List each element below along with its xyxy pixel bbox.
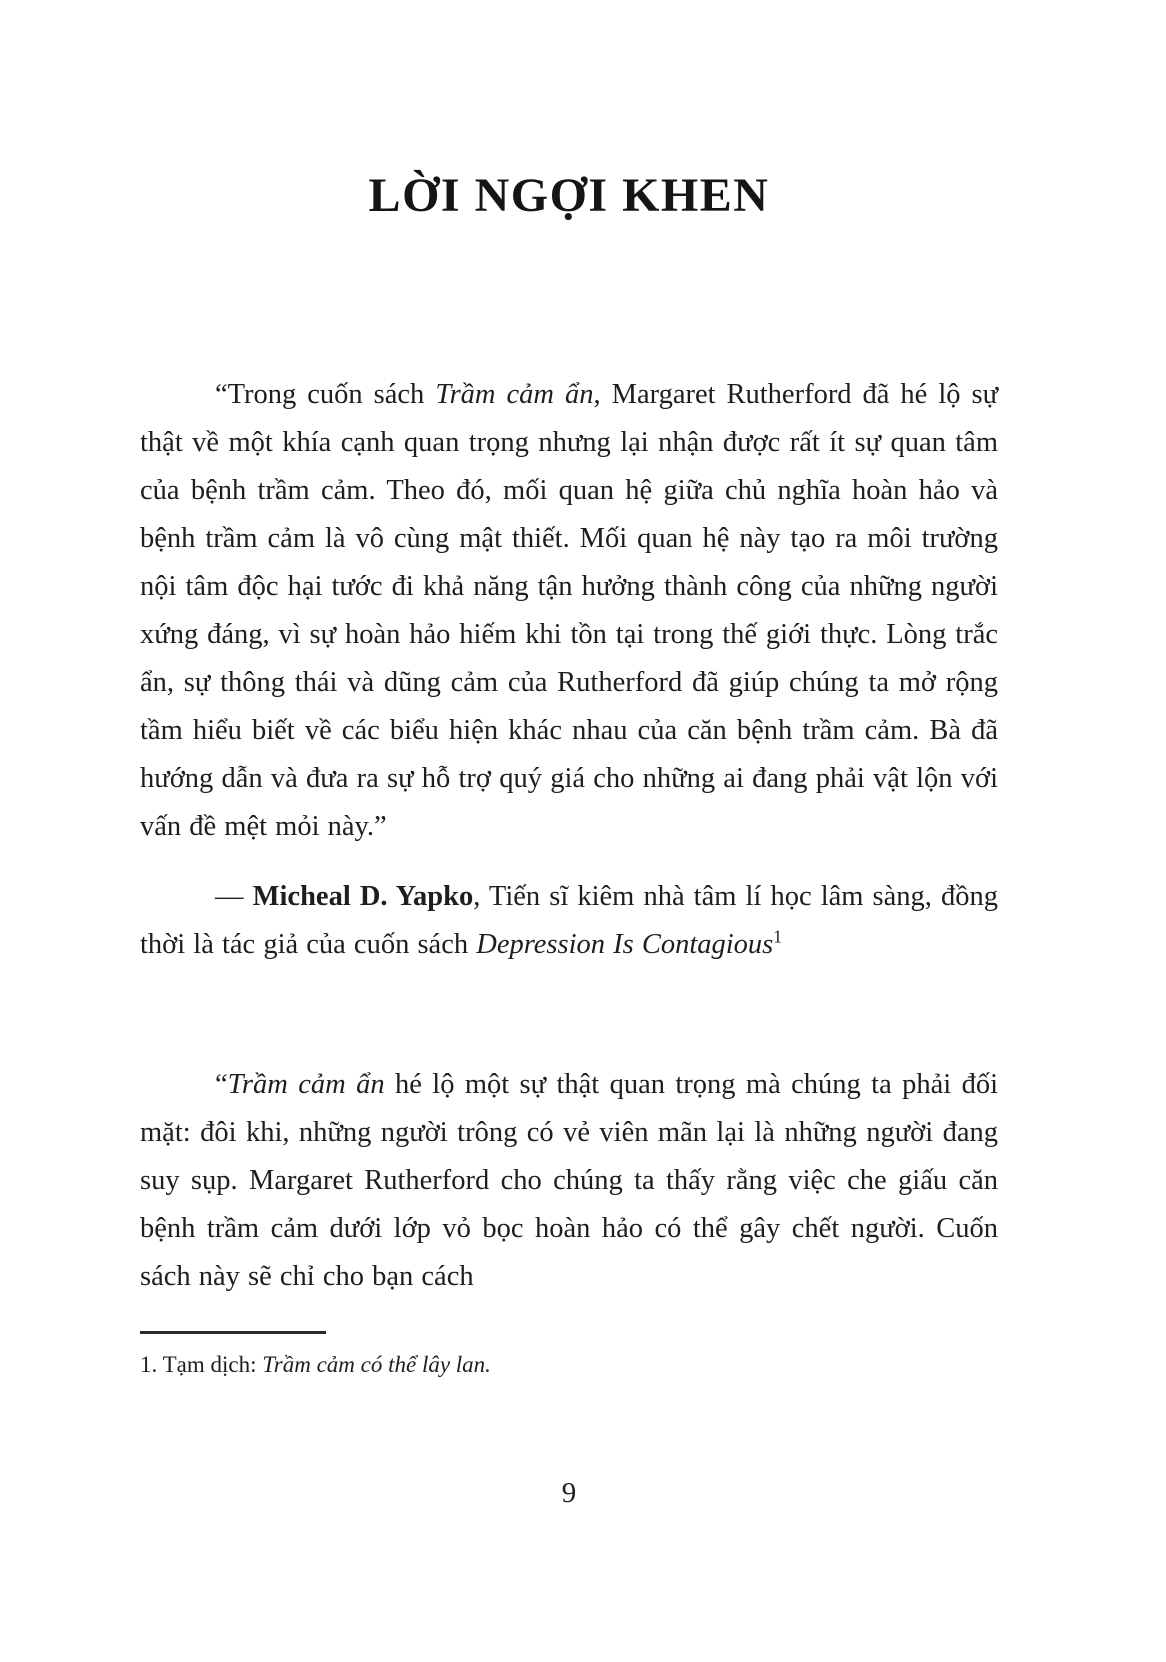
attribution-role-text: , Tiến sĩ kiêm nhà tâm lí học lâm sàng, đồng thời là tác giả của cuốn sách (140, 881, 998, 960)
attribution-author-name: Micheal D. Yapko (252, 881, 474, 912)
p1-book-title: Trầm cảm ẩn (435, 379, 594, 410)
footnote-translated-title: Trầm cảm có thể lây lan. (262, 1352, 491, 1377)
footnote-label: 1. Tạm dịch: (140, 1352, 263, 1377)
praise-paragraph-1 (140, 371, 998, 851)
p1-text-body: , Margaret Rutherford đã hé lộ sự thật về một khía cạnh quan trọng nhưng lại nhận được rất ít sự quan tâm của bệnh trầm cảm. Theo đó, mối quan hệ giữa chủ nghĩa hoàn hảo và bệnh trầm cảm là vô cùng mật thiết. Mối quan hệ này tạo ra môi trường nội tâm độc hại tước đi khả năng tận hưởng thành công của những người xứng đáng, vì sự hoàn hảo hiếm khi tồn tại trong thế giới thực. Lòng trắc ẩn, sự thông thái và dũng cảm của Rutherford đã giúp chúng ta mở rộng tầm hiểu biết về các biểu hiện khác nhau của căn bệnh trầm cảm. Bà đã hướng dẫn và đưa ra sự hỗ trợ quý giá cho những ai đang phải vật lộn với vấn đề mệt mỏi này.” (140, 379, 999, 842)
attribution-book-title: Depression Is Contagious (476, 929, 774, 960)
praise-paragraph-2 (140, 1061, 998, 1301)
page-title: LỜI NGỢI KHEN (368, 169, 770, 222)
p1-text-open: “Trong cuốn sách (215, 379, 436, 410)
attribution-block (140, 873, 998, 969)
footnote-1 (140, 1348, 998, 1382)
footnote-divider (140, 1331, 326, 1334)
footnote-reference-1: 1 (773, 926, 783, 947)
attribution-dash: — (215, 881, 253, 912)
p2-book-title: Trầm cảm ẩn (227, 1069, 385, 1100)
page-number: 9 (561, 1477, 577, 1509)
p2-quote-open: “ (215, 1069, 228, 1100)
p2-text-body: hé lộ một sự thật quan trọng mà chúng ta phải đối mặt: đôi khi, những người trông có vẻ viên mãn lại là những người đang suy sụp. Margaret Rutherford cho chúng ta thấy rằng việc che giấu căn bệnh trầm cảm dưới lớp vỏ bọc hoàn hảo có thể gây chết người. Cuốn sách này sẽ chỉ cho bạn cách (140, 1069, 998, 1292)
